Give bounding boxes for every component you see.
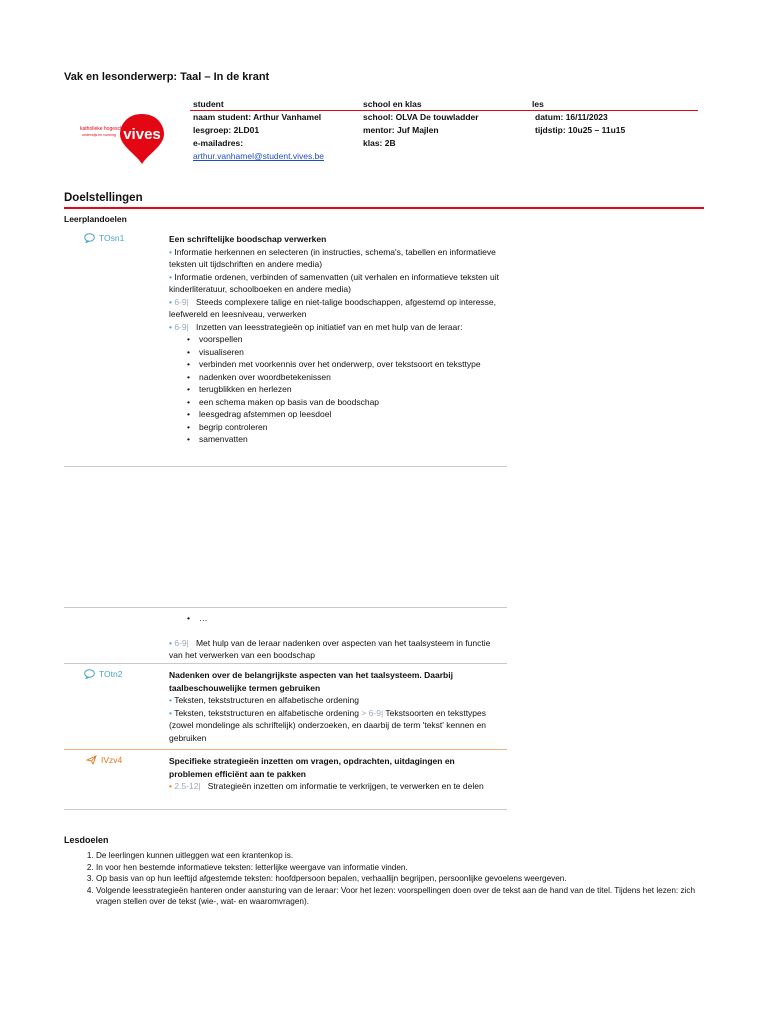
table-divider xyxy=(64,663,507,664)
goal-bullet: • 6-9| Steeds complexere talige en niet-talige boodschappen, afgestemd op interesse, leefwereld en leesniveau, verwerken xyxy=(169,296,497,319)
school-name: school: OLVA De touwladder xyxy=(363,112,479,122)
goal-bullet: • Teksten, tekststructuren en alfabetische ordening xyxy=(169,695,359,705)
goal-IVzv4-block xyxy=(169,755,499,793)
student-email-label: e-mailadres: xyxy=(193,138,244,148)
goal-bullet: • 6-9| Inzetten van leesstrategieën op initiatief van en met hulp van de leraar: xyxy=(169,321,463,332)
doelstellingen-divider xyxy=(64,207,704,209)
lesson-heading: les xyxy=(532,99,544,109)
list-item: • samenvatten xyxy=(187,433,499,446)
goal-TOsn1-continued xyxy=(169,612,499,662)
school-mentor: mentor: Juf Majlen xyxy=(363,125,439,135)
table-divider xyxy=(64,809,507,810)
list-item: • nadenken over woordbetekenissen xyxy=(187,371,499,384)
table-divider xyxy=(64,607,507,608)
school-class: klas: 2B xyxy=(363,138,396,148)
school-heading: school en klas xyxy=(363,99,422,109)
lesson-time: tijdstip: 10u25 – 11u15 xyxy=(535,125,626,135)
student-heading: student xyxy=(193,99,224,109)
lesdoelen-list xyxy=(82,850,722,908)
logo-sub-text: onderwijs en vorming xyxy=(82,133,116,137)
list-item: • voorspellen xyxy=(187,333,499,346)
goal-bullet: • Teksten, tekststructuren en alfabetische ordening > 6-9| Tekstsoorten en teksttypes (zowel mondelinge als schriftelijk) onderzoeken, en daarbij de term 'tekst' kennen en gebruiken xyxy=(169,707,487,743)
table-divider xyxy=(64,466,507,467)
student-name: naam student: Arthur Vanhamel xyxy=(193,112,322,122)
goal-title: Nadenken over de belangrijkste aspecten van het taalsysteem. Daarbij taalbeschouwelijke termen gebruiken xyxy=(169,670,453,693)
goal-TOtn2-block xyxy=(169,669,499,744)
goal-bullet: • Informatie herkennen en selecteren (in instructies, schema's, tabellen en informatieve teksten uit tijdschriften en andere media) xyxy=(169,246,496,269)
list-item: • terugblikken en herlezen xyxy=(187,383,499,396)
logo-brand: vives xyxy=(123,126,161,143)
leerplandoelen-title: Leerplandoelen xyxy=(64,214,127,224)
strategy-list xyxy=(169,333,499,446)
lesdoel-item: 2. In voor hen bestemde informatieve teksten: letterlijke weergave van informatie vinden. xyxy=(96,862,722,874)
list-item: • begrip controleren xyxy=(187,421,499,434)
table-divider xyxy=(64,749,507,750)
goal-code-label: TOtn2 xyxy=(99,669,123,679)
school-column xyxy=(363,98,479,150)
goal-code-TOsn1 xyxy=(84,233,124,243)
page-title: Vak en lesonderwerp: Taal – In de krant xyxy=(64,71,270,83)
list-item: • een schema maken op basis van de boodschap xyxy=(187,396,499,409)
speech-bubble-icon xyxy=(84,233,95,243)
doelstellingen-title: Doelstellingen xyxy=(64,192,143,204)
list-item: • visualiseren xyxy=(187,346,499,359)
student-column xyxy=(193,98,324,163)
goal-bullet: • 6-9| Met hulp van de leraar nadenken over aspecten van het taalsysteem in functie van het verwerken van een boodschap xyxy=(169,637,491,660)
lesson-column xyxy=(532,98,625,137)
list-item: • verbinden met voorkennis over het onderwerp, over tekstsoort en teksttype xyxy=(187,358,499,371)
list-item: • leesgedrag afstemmen op leesdoel xyxy=(187,408,499,421)
strategy-list-continued xyxy=(169,612,499,625)
lesdoel-item: 3. Op basis van op hun leeftijd afgestemde teksten: hoofdpersoon bepalen, verhaallijn begrijpen, persoonlijke gevoelens weergeven. xyxy=(96,873,722,885)
lesdoel-item: 1. De leerlingen kunnen uitleggen wat een krantenkop is. xyxy=(96,850,722,862)
list-item: • … xyxy=(187,612,499,625)
goal-bullet: • Informatie ordenen, verbinden of samenvatten (uit verhalen en informatieve teksten uit kinderliteratuur, schoolboeken en andere media) xyxy=(169,271,499,294)
goal-code-label: TOsn1 xyxy=(99,233,125,243)
goal-title: Een schriftelijke boodschap verwerken xyxy=(169,234,327,244)
logo-small-text: katholieke hogeschool xyxy=(80,126,130,132)
goal-code-TOtn2 xyxy=(84,669,122,679)
student-email-link[interactable]: arthur.vanhamel@student.vives.be xyxy=(193,151,325,161)
goal-bullet: • 2.5-12| Strategieën inzetten om informatie te verkrijgen, te verwerken en te delen xyxy=(169,781,484,791)
lesdoel-item: 4. Volgende leesstrategieën hanteren onder aansturing van de leraar: Voor het lezen: voorspellingen doen over de tekst aan de hand van de titel. Tijdens het lezen: zich vragen stellen over de tekst (wie-, wat- en waaromvragen). xyxy=(96,885,722,908)
lesson-date: datum: 16/11/2023 xyxy=(535,112,608,122)
lesdoelen-title: Lesdoelen xyxy=(64,835,109,845)
vives-logo xyxy=(78,110,182,166)
paper-plane-icon xyxy=(86,755,97,765)
goal-TOsn1-block xyxy=(169,233,499,446)
student-group: lesgroep: 2LD01 xyxy=(193,125,260,135)
goal-code-label: IVzv4 xyxy=(101,755,123,765)
goal-title: Specifieke strategieën inzetten om vragen, opdrachten, uitdagingen en problemen efficiënt aan te pakken xyxy=(169,756,455,779)
goal-code-IVzv4 xyxy=(86,755,122,765)
speech-bubble-icon xyxy=(84,669,95,679)
